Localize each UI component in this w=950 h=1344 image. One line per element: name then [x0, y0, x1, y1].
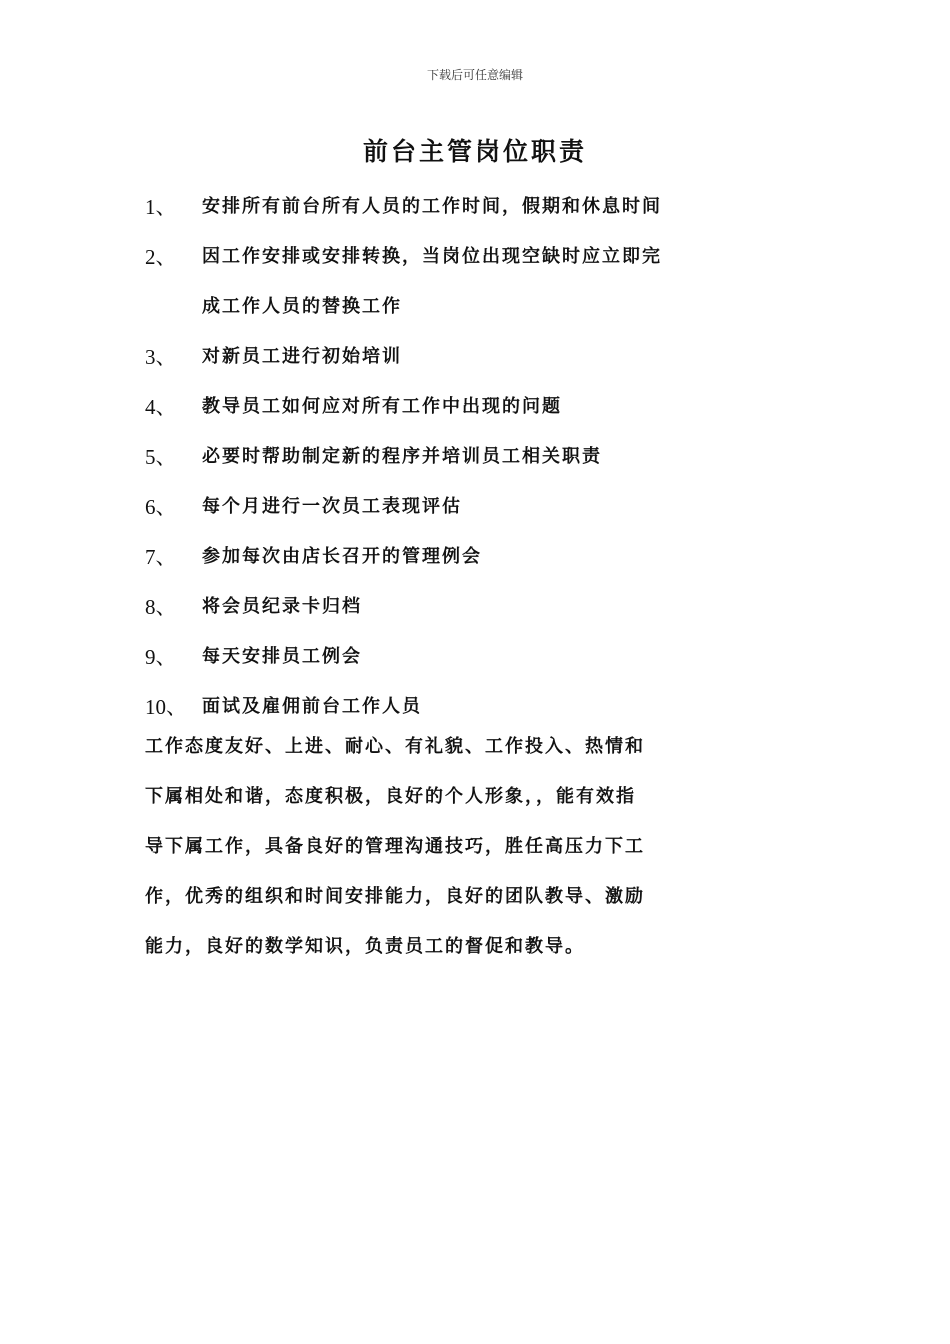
- duty-text: [202, 382, 825, 432]
- duty-number: 4、: [145, 395, 177, 419]
- duty-text-line: 必要时帮助制定新的程序并培训员工相关职责: [202, 446, 602, 467]
- header-note: 下载后可任意编辑: [426, 68, 523, 82]
- duty-number: 1、: [145, 195, 177, 219]
- duty-item: [145, 232, 825, 332]
- duty-text: [202, 232, 825, 332]
- duty-text: [202, 432, 825, 482]
- duty-text-line: 面试及雇佣前台工作人员: [202, 696, 422, 717]
- duty-text-line: 对新员工进行初始培训: [202, 346, 402, 367]
- duty-text-line: 每个月进行一次员工表现评估: [202, 496, 462, 517]
- duty-list: [145, 182, 825, 732]
- duty-text: [202, 182, 825, 232]
- duty-text: [202, 582, 825, 632]
- duty-text-line: 参加每次由店长召开的管理例会: [202, 546, 482, 567]
- requirements-line: 导下属工作，具备良好的管理沟通技巧，胜任高压力下工: [145, 836, 645, 857]
- duty-item: [145, 632, 825, 682]
- duty-number: 3、: [145, 345, 177, 369]
- duty-item: [145, 582, 825, 632]
- duty-number: 9、: [145, 645, 177, 669]
- duty-item: [145, 382, 825, 432]
- duty-text-line: 将会员纪录卡归档: [202, 596, 362, 617]
- requirements-line: 作，优秀的组织和时间安排能力，良好的团队教导、激励: [145, 886, 645, 907]
- requirements-line: 下属相处和谐，态度积极，良好的个人形象，，能有效指: [145, 786, 636, 807]
- duty-text: [202, 532, 825, 582]
- requirements-line: 能力，良好的数学知识，负责员工的督促和教导。: [145, 936, 585, 957]
- duty-number: 5、: [145, 445, 177, 469]
- duty-text-line: 成工作人员的替换工作: [202, 296, 402, 317]
- duty-number: 8、: [145, 595, 177, 619]
- duty-item: [145, 482, 825, 532]
- duty-item: [145, 332, 825, 382]
- duty-text: [202, 332, 825, 382]
- duty-number: 7、: [145, 545, 177, 569]
- duty-text-line: 每天安排员工例会: [202, 646, 362, 667]
- duty-text-line: 教导员工如何应对所有工作中出现的问题: [202, 396, 562, 417]
- duty-text: [202, 632, 825, 682]
- requirements-line: 工作态度友好、上进、耐心、有礼貌、工作投入、热情和: [145, 736, 645, 757]
- duty-number: 2、: [145, 245, 177, 269]
- duty-number: 6、: [145, 495, 177, 519]
- requirements-paragraph: [145, 722, 825, 972]
- duty-text-line: 因工作安排或安排转换，当岗位出现空缺时应立即完: [202, 246, 662, 267]
- document-title: 前台主管岗位职责: [362, 137, 587, 166]
- duty-item: [145, 182, 825, 232]
- duty-text: [202, 482, 825, 532]
- duty-item: [145, 432, 825, 482]
- duty-text-line: 安排所有前台所有人员的工作时间，假期和休息时间: [202, 196, 662, 217]
- duty-number: 10、: [145, 695, 187, 719]
- duty-item: [145, 532, 825, 582]
